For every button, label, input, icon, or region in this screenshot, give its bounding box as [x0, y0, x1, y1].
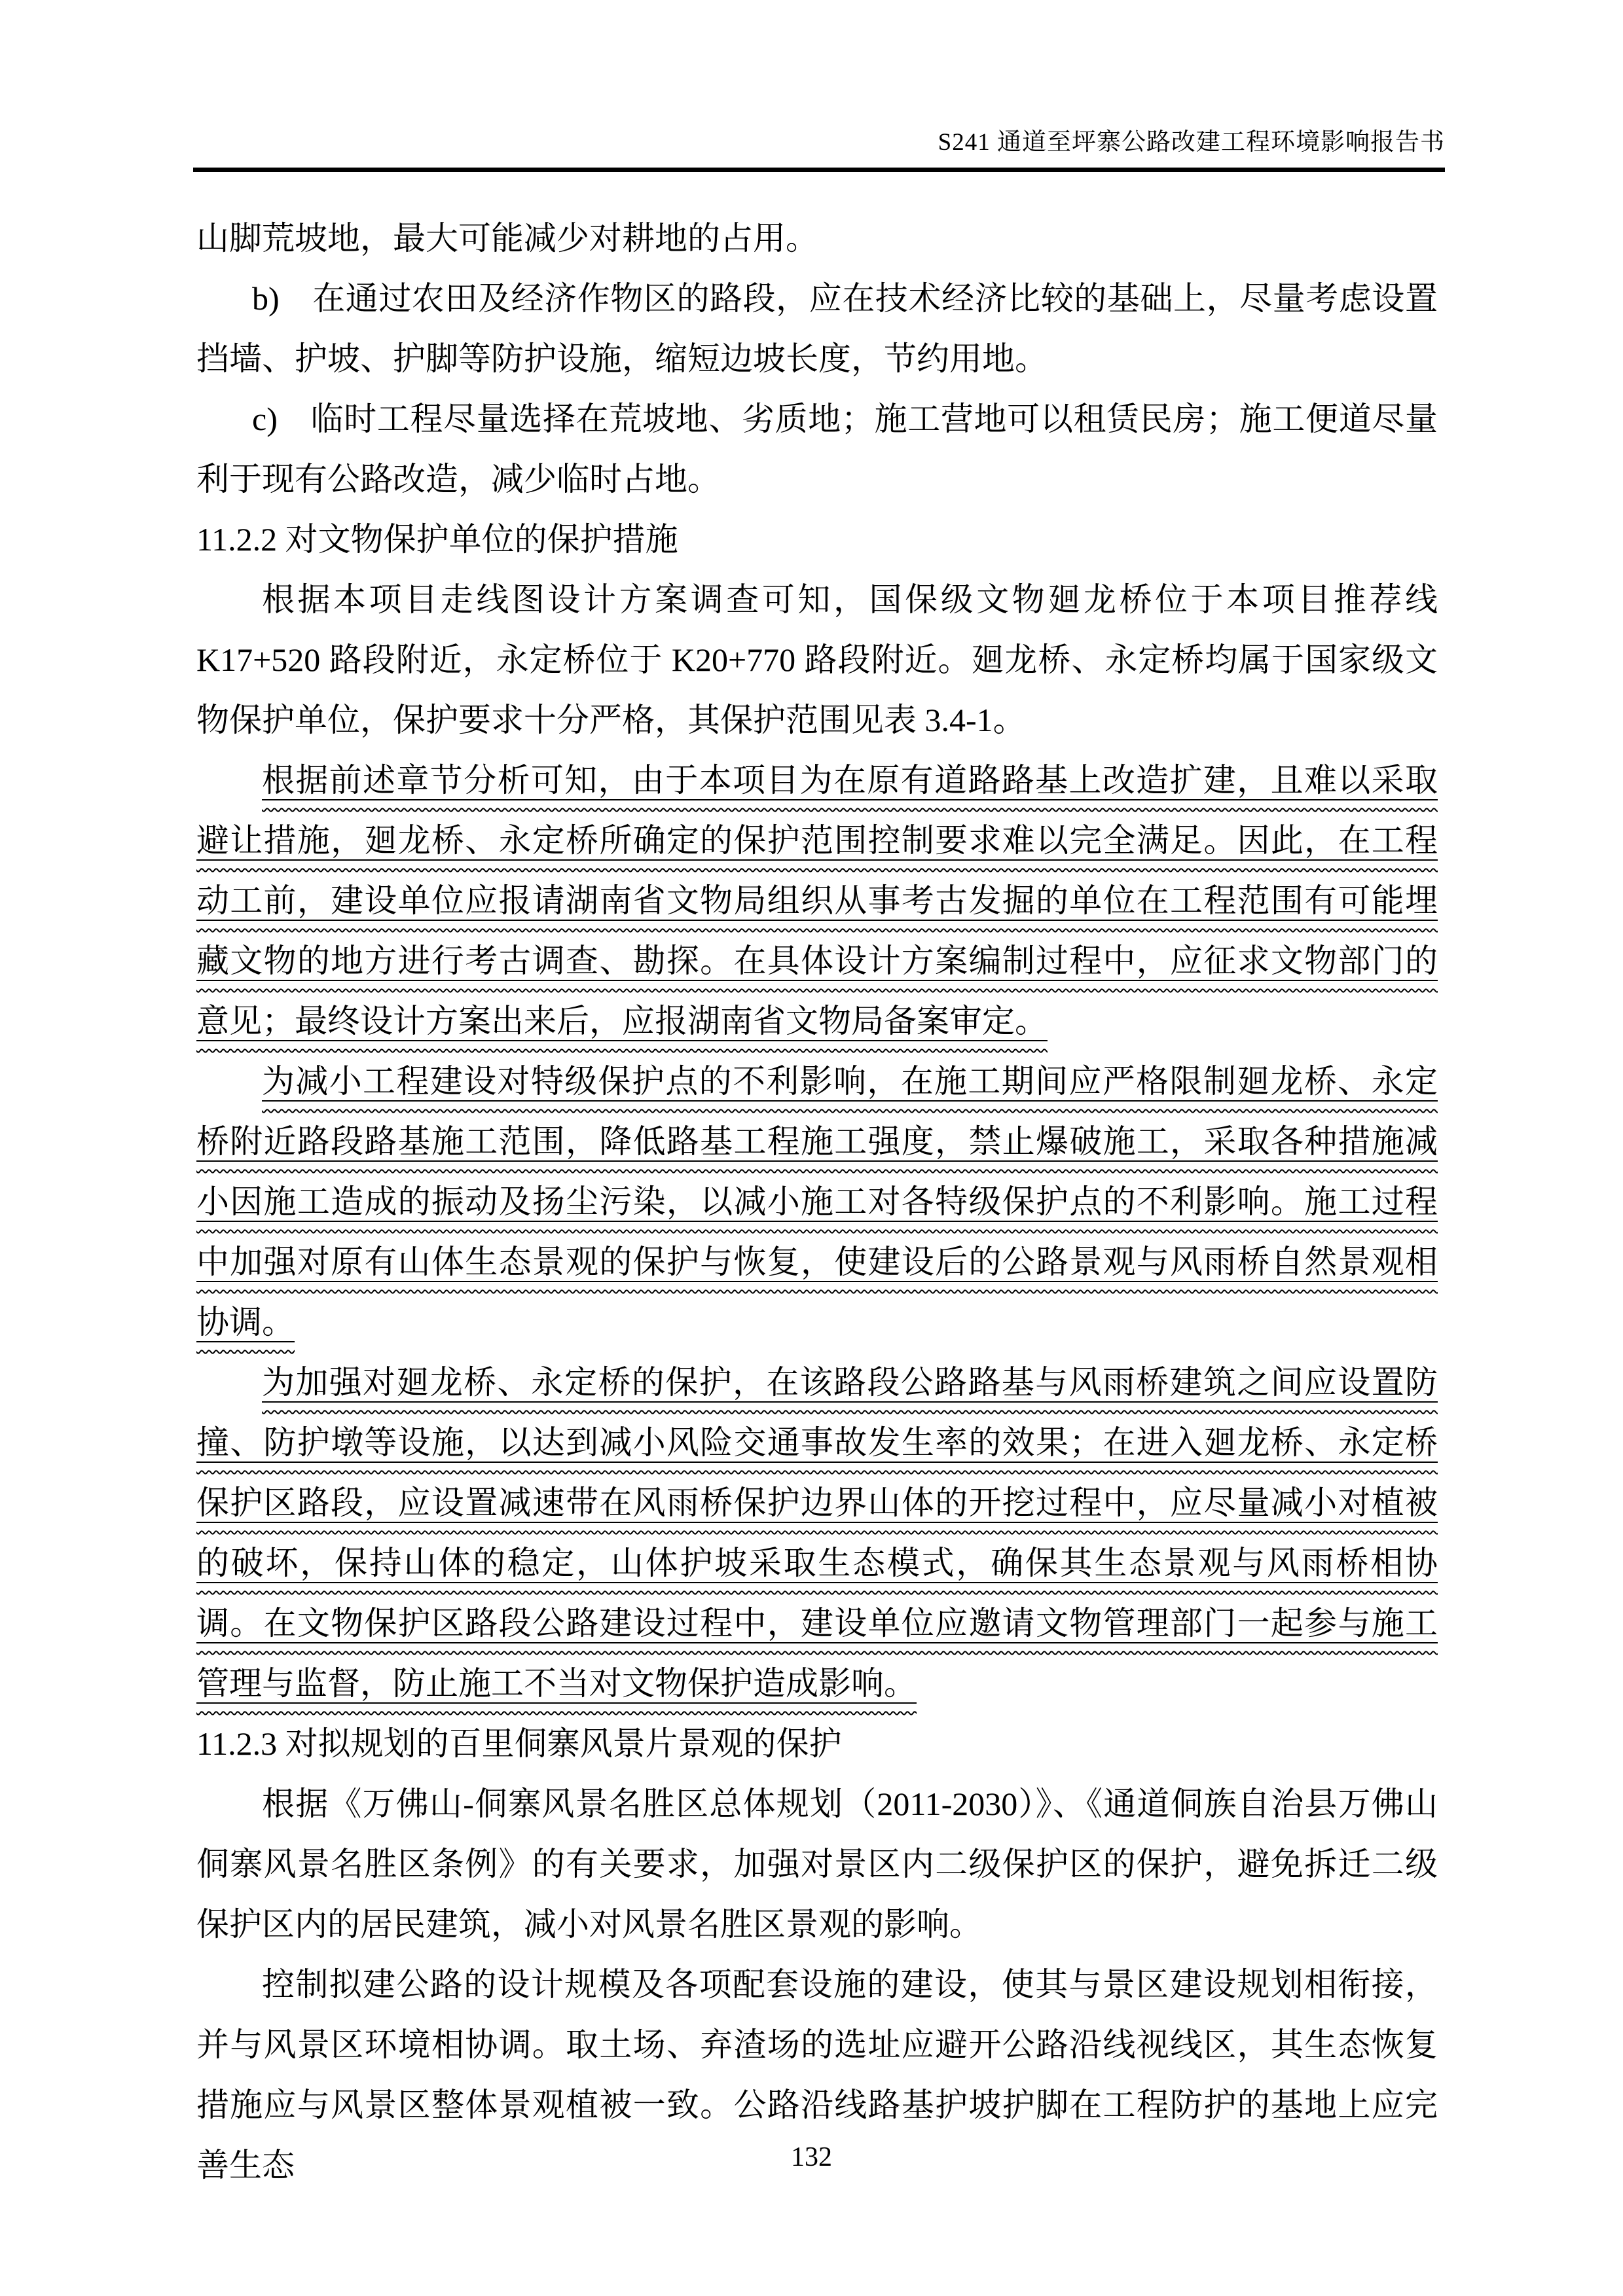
paragraph-archaeology-underlined [196, 750, 1438, 1051]
paragraph-construction-limits-underlined [196, 1051, 1438, 1352]
paragraph-bridge-protection-underlined-text: 为加强对廻龙桥、永定桥的保护，在该路段公路路基与风雨桥建筑之间应设置防撞、防护墩等设施，以达到减小风险交通事故发生率的效果；在进入廻龙桥、永定桥保护区路段，应设置减速带在风雨桥保护边界山体的开挖过程中，应尽量减小对植被的破坏，保持山体的稳定，山体护坡采取生态模式，确保其生态景观与风雨桥相协调。在文物保护区路段公路建设过程中，建设单位应邀请文物管理部门一起参与施工管理与监督，防止施工不当对文物保护造成影响。 [196, 1364, 1438, 1702]
page-number: 132 [791, 2142, 832, 2172]
list-item-c: c) 临时工程尽量选择在荒坡地、劣质地；施工营地可以租赁民房；施工便道尽量利于现有公路改造，减少临时占地。 [196, 401, 1438, 497]
header-rule [193, 168, 1445, 172]
section-heading-11-2-3: 11.2.3 对拟规划的百里侗寨风景片景观的保护 [196, 1725, 842, 1762]
section-heading-11-2-2: 11.2.2 对文物保护单位的保护措施 [196, 521, 678, 558]
document-body [196, 208, 1438, 2195]
paragraph-road-design-control: 控制拟建公路的设计规模及各项配套设施的建设，使其与景区建设规划相衔接，并与风景区环境相协调。取土场、弃渣场的选址应避开公路沿线视线区，其生态恢复措施应与风景区整体景观植被一致。公路沿线路基护坡护脚在工程防护的基地上应完善生态 [196, 1966, 1438, 2183]
paragraph-construction-limits-underlined-text: 为减小工程建设对特级保护点的不利影响，在施工期间应严格限制廻龙桥、永定桥附近路段路基施工范围，降低路基工程施工强度，禁止爆破施工，采取各种措施减小因施工造成的振动及扬尘污染，以减小施工对各特级保护点的不利影响。施工过程中加强对原有山体生态景观的保护与恢复，使建设后的公路景观与风雨桥自然景观相协调。 [196, 1063, 1438, 1340]
paragraph-scenic-area-protection: 根据《万佛山-侗寨风景名胜区总体规划（2011-2030）》、《通道侗族自治县万佛山侗寨风景名胜区条例》的有关要求，加强对景区内二级保护区的保护，避免拆迁二级保护区内的居民建筑，减小对风景名胜区景观的影响。 [196, 1785, 1438, 1943]
paragraph-archaeology-underlined-text: 根据前述章节分析可知，由于本项目为在原有道路路基上改造扩建，且难以采取避让措施，廻龙桥、永定桥所确定的保护范围控制要求难以完全满足。因此，在工程动工前，建设单位应报请湖南省文物局组织从事考古发掘的单位在工程范围有可能埋藏文物的地方进行考古调查、勘探。在具体设计方案编制过程中，应征求文物部门的意见；最终设计方案出来后，应报湖南省文物局备案审定。 [196, 762, 1438, 1039]
paragraph-bridge-protection-underlined [196, 1352, 1438, 1713]
list-item-b: b) 在通过农田及经济作物区的路段，应在技术经济比较的基础上，尽量考虑设置挡墙、护坡、护脚等防护设施，缩短边坡长度，节约用地。 [196, 280, 1438, 377]
paragraph-cultural-relics-location: 根据本项目走线图设计方案调查可知，国保级文物廻龙桥位于本项目推荐线 K17+520 路段附近，永定桥位于 K20+770 路段附近。廻龙桥、永定桥均属于国家级文物保护单位，保护要求十分严格，其保护范围见表 3.4-1。 [196, 581, 1438, 738]
paragraph-continuation-land-use: 山脚荒坡地，最大可能减少对耕地的占用。 [196, 220, 818, 257]
page-header-title: S241 通道至坪寨公路改建工程环境影响报告书 [938, 129, 1445, 156]
